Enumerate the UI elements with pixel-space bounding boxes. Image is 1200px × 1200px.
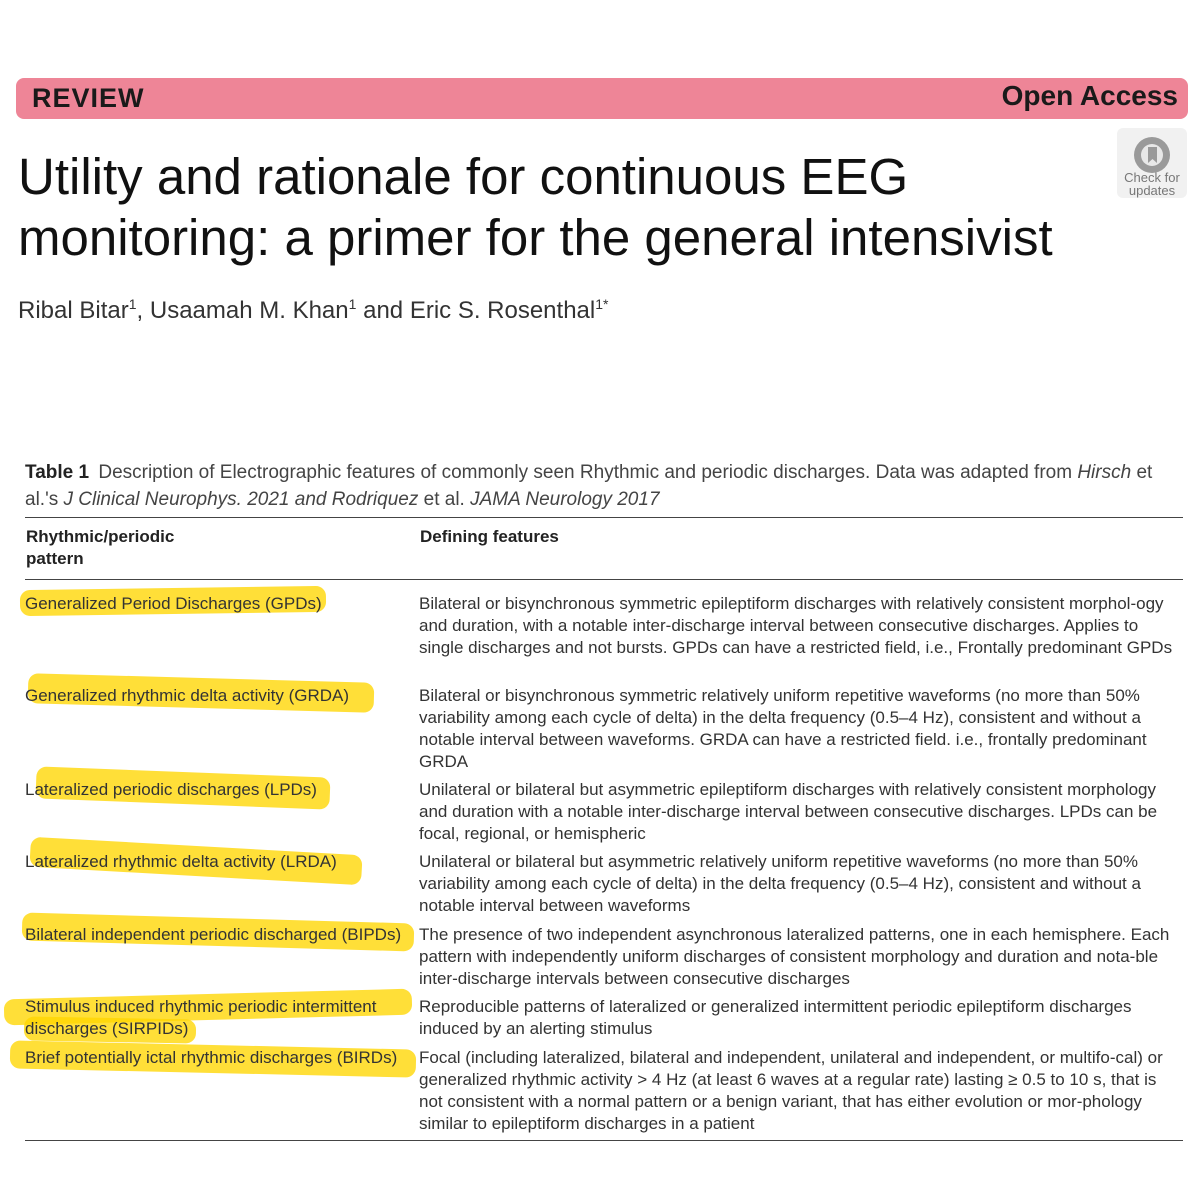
author-affiliation: 1 [128,296,137,312]
table-cell-pattern: Lateralized rhythmic delta activity (LRDA) [25,852,337,871]
author-separator: and [356,297,410,324]
table-cell-pattern: Lateralized periodic discharges (LPDs) [25,780,317,799]
caption-citation: J Clinical Neurophys. 2021 and Rodriquez [63,489,419,510]
author-list [18,296,608,325]
table-cell-pattern: Bilateral independent periodic discharged (BIPDs) [25,925,402,944]
table-cell-features: Bilateral or bisynchronous symmetric relatively uniform repetitive waveforms (no more than 50% variability among each cycle of delta) in the delta frequency (0.5–4 Hz), consistent and without a notable interval between waveforms. GRDA can have a restricted field. i.e., frontally predominant GRDA [419,686,1147,771]
table-bottom-rule [25,1140,1183,1141]
check-for-updates-icon [1132,135,1172,175]
author-affiliation: 1* [595,296,609,312]
caption-text: Description of Electrographic features of commonly seen Rhythmic and periodic discharges. Data was adapted from [98,462,1078,483]
article-type-label: REVIEW [32,83,145,113]
caption-text: et al.'s [25,462,1153,510]
article-type-banner [16,78,1188,119]
table-cell-pattern: Stimulus induced rhythmic periodic intermittent discharges (SIRPIDs) [25,997,377,1038]
check-for-updates-text: Check for updates [1124,170,1180,198]
caption-citation: Hirsch [1077,462,1132,483]
open-access-label[interactable]: Open Access [1001,80,1178,111]
table-cell-pattern: Brief potentially ictal rhythmic discharges (BIRDs) [25,1048,398,1067]
table-header-rule [25,579,1183,580]
author-name[interactable]: Ribal Bitar [18,297,129,324]
table-cell-features: Unilateral or bilateral but asymmetric epileptiform discharges with relatively consistent morphology and duration with a notable inter-discharge interval between consecutive discharges. LPDs can be focal, regional, or hemispheric [419,780,1158,843]
article-title: Utility and rationale for continuous EEG monitoring: a primer for the general intensivist [18,148,1053,266]
table-top-rule [25,517,1183,518]
table-cell-features: Unilateral or bilateral but asymmetric relatively uniform repetitive waveforms (no more than 50% variability among each cycle of delta) in the delta frequency (0.5–4 Hz), consistent and without a notable interval between waveforms [419,852,1141,915]
author-separator: , [136,297,150,324]
check-for-updates-badge[interactable] [1117,128,1187,198]
table-cell-pattern: Generalized Period Discharges (GPDs) [25,594,322,613]
caption-text: et al. [418,489,471,510]
table-cell-pattern: Generalized rhythmic delta activity (GRDA) [25,686,350,705]
table-cell-features: Reproducible patterns of lateralized or generalized intermittent periodic epileptiform discharges induced by an alerting stimulus [419,997,1132,1038]
caption-citation: JAMA Neurology 2017 [470,489,660,510]
table-cell-features: Focal (including lateralized, bilateral and independent, unilateral and independent, or multifo-cal) or generalized rhythmic activity > 4 Hz (at least 6 waves at a regular rate) lasting ≥ 0.5 to 10 s, that is not consistent with a normal pattern or a benign variant, that has either evolution or mor-phology similar to epileptiform discharges in a patient [419,1048,1163,1133]
table-cell-features: The presence of two independent asynchronous lateralized patterns, one in each hemisphere. Each pattern with independently uniform discharges of consistent morphology and duration and nota-ble inter-discharge intervals between consecutive discharges [419,925,1170,988]
author-name[interactable]: Eric S. Rosenthal [409,297,596,324]
table-label: Table 1 [25,462,90,483]
column-header-pattern: Rhythmic/periodic pattern [26,527,175,568]
author-name[interactable]: Usaamah M. Khan [149,297,349,324]
column-header-features: Defining features [420,527,559,546]
table-caption [25,459,1185,513]
table-cell-features: Bilateral or bisynchronous symmetric epileptiform discharges with relatively consistent morphol-ogy and duration, with a notable inter-discharge interval between consecutive discharges. Applies to single discharges and not bursts. GPDs can have a restricted field, i.e., Frontally predominant GPDs [419,594,1173,657]
author-affiliation: 1 [348,296,357,312]
